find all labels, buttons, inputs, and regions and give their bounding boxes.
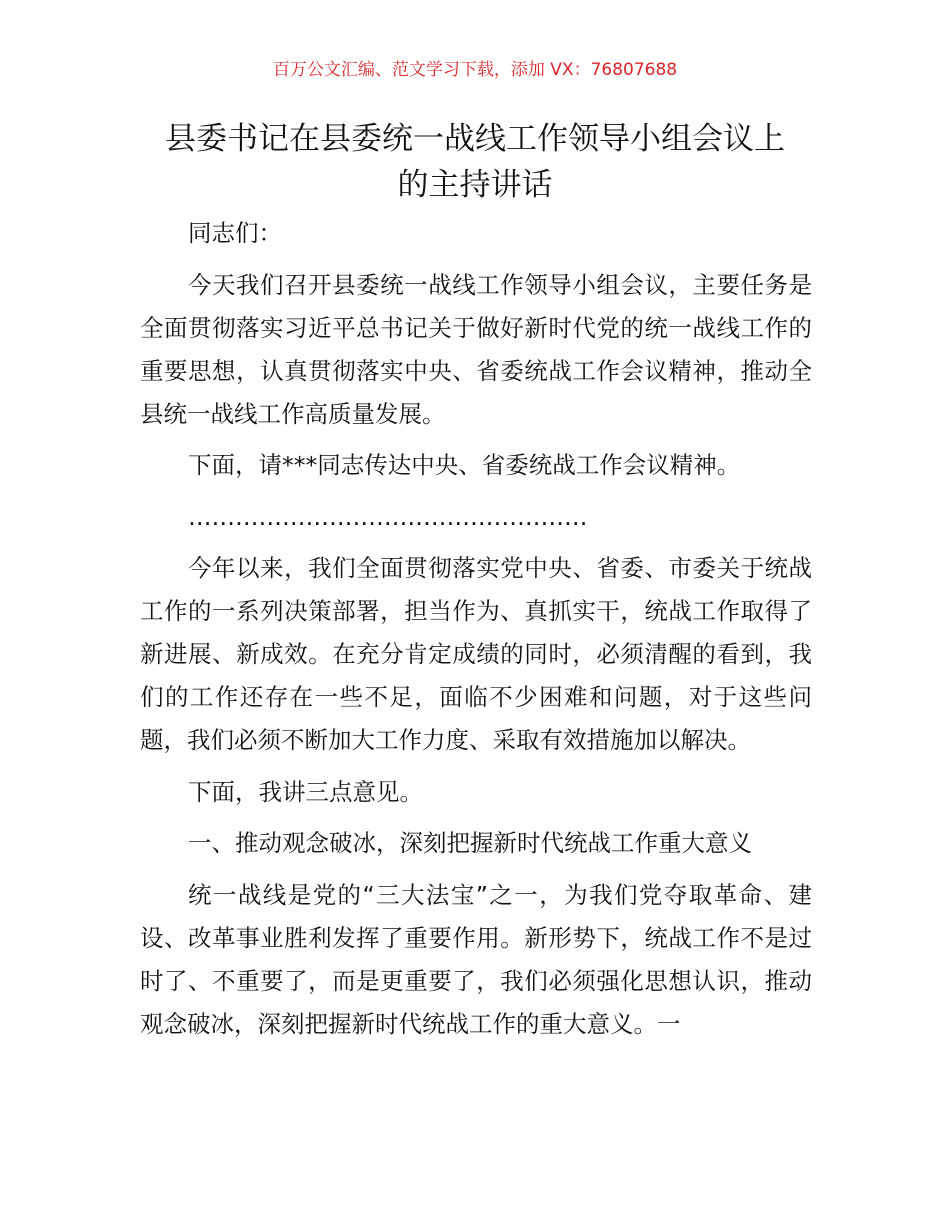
paragraph-meeting-purpose: 今天我们召开县委统一战线工作领导小组会议，主要任务是全面贯彻落实习近平总书记关于做好新时代党的统一战线工作的重要思想，认真贯彻落实中央、省委统战工作会议精神，推动全县统一战线工作高质量发展。 [140, 270, 812, 428]
paragraph-three-points: 下面，我讲三点意见。 [188, 777, 423, 806]
salutation: 同志们： [188, 219, 282, 247]
title-line-2: 的主持讲话 [397, 167, 553, 203]
paragraph-transmission: 下面，请***同志传达中央、省委统战工作会议精神。 [188, 451, 741, 479]
header-watermark-note: 百万公文汇编、范文学习下载，添加 VX：76807688 [272, 60, 678, 80]
section-heading-1: 一、推动观念破冰，深刻把握新时代统战工作重大意义 [188, 829, 752, 857]
document-title [120, 116, 830, 208]
paragraph-achievements: 今年以来，我们全面贯彻落实党中央、省委、市委关于统战工作的一系列决策部署，担当作为、真抓实干，统战工作取得了新进展、新成效。在充分肯定成绩的同时，必须清醒的看到，我们的工作还存在一些不足，面临不少困难和问题，对于这些问题，我们必须不断加大工作力度、采取有效措施加以解决。 [140, 554, 812, 754]
title-line-1: 县委书记在县委统一战线工作领导小组会议上 [165, 121, 785, 157]
ellipsis-separator: …………………………………………… [188, 502, 588, 531]
paragraph-united-front: 统一战线是党的“三大法宝”之一，为我们党夺取革命、建设、改革事业胜利发挥了重要作用。新形势下，统战工作不是过时了、不重要了，而是更重要了，我们必须强化思想认识，推动观念破冰，深刻把握新时代统战工作的重大意义。一 [140, 880, 812, 1038]
document-body [140, 212, 812, 1054]
